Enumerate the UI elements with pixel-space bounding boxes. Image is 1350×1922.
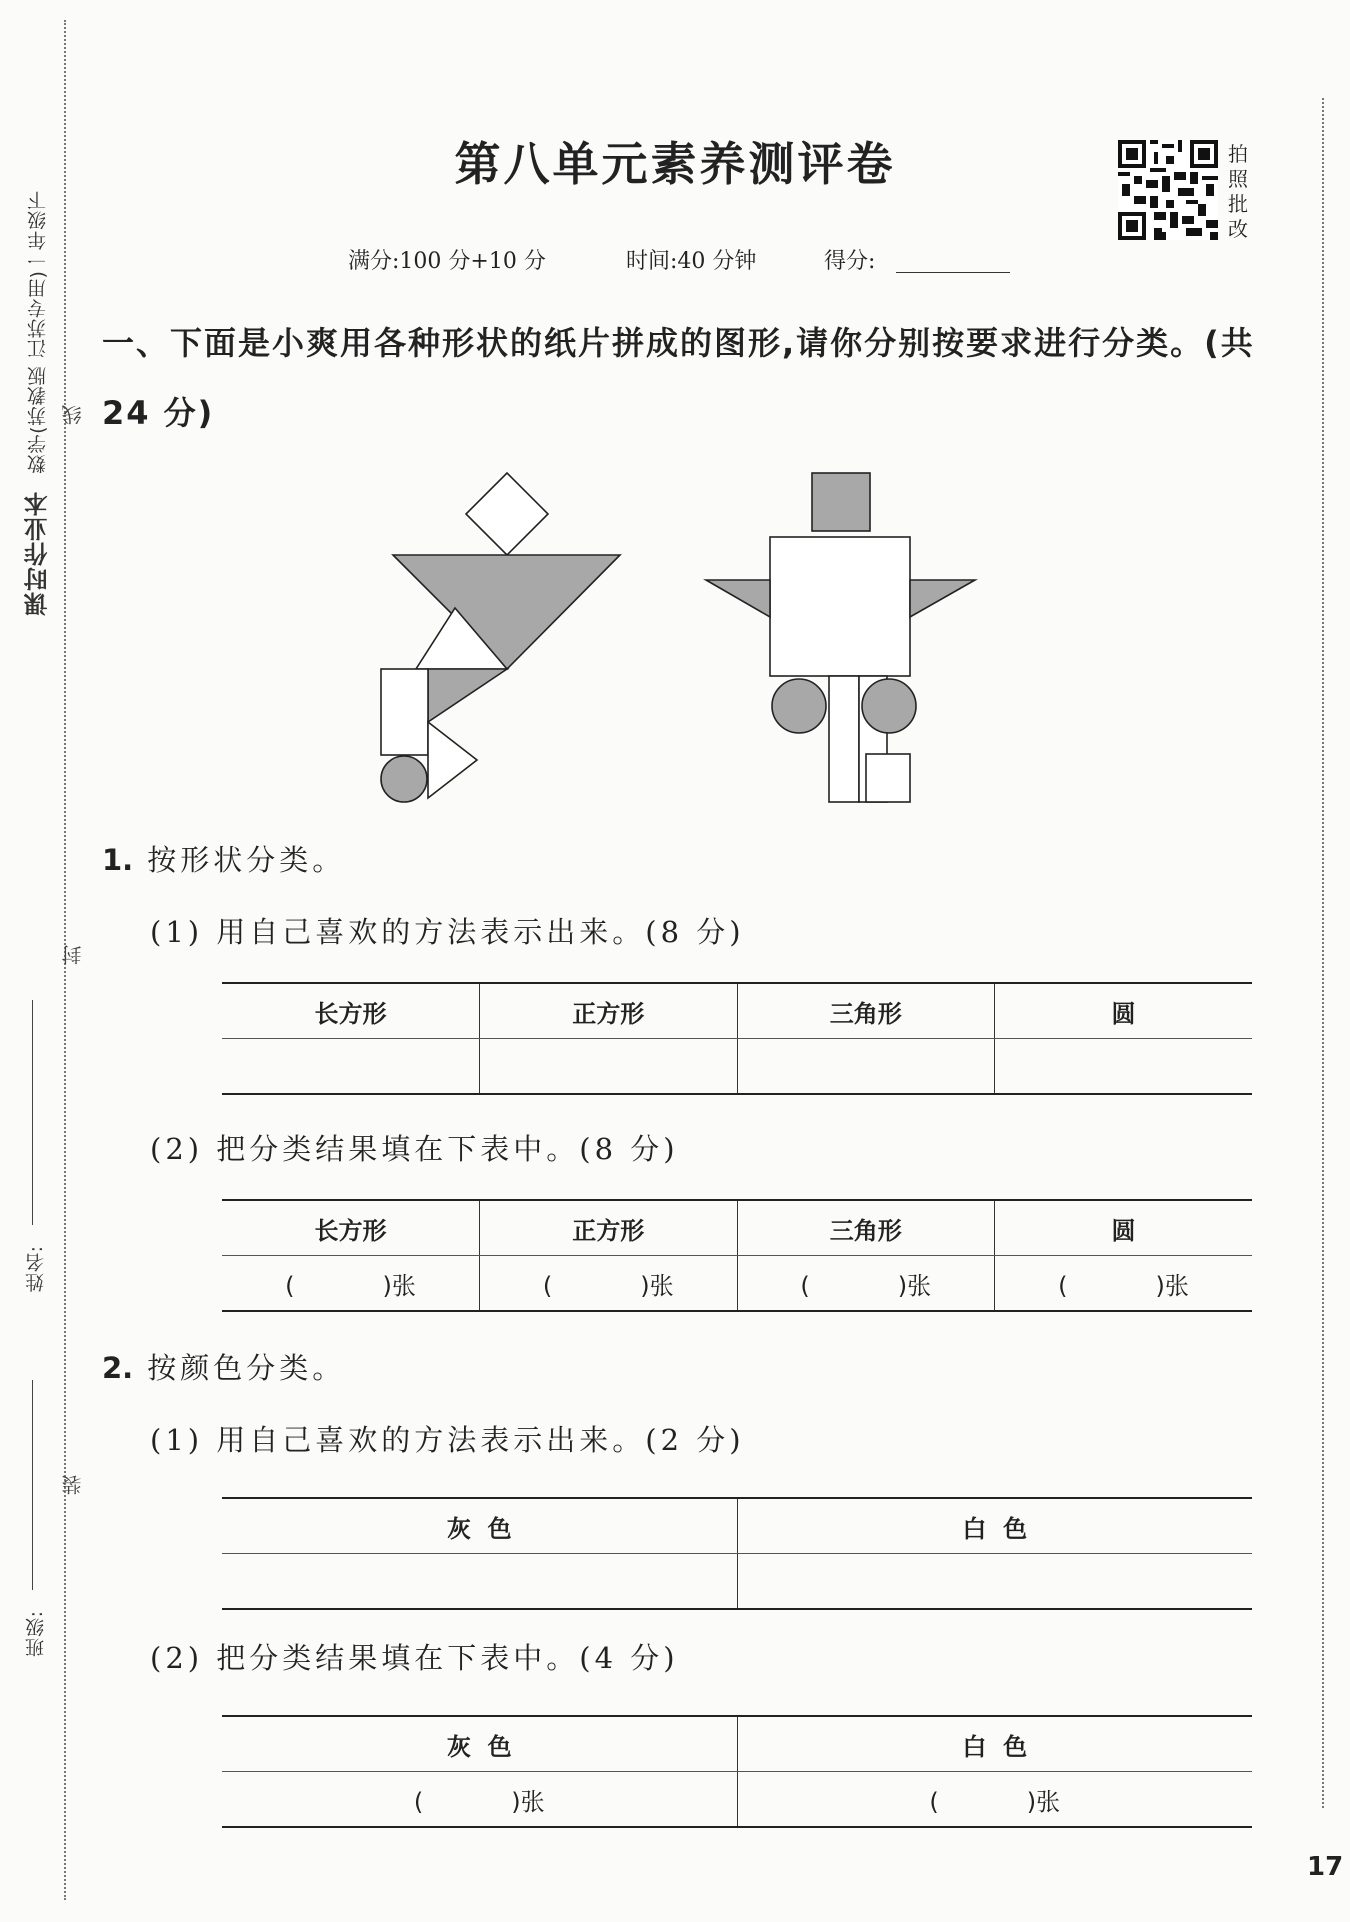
q2-sub1: (1) 用自己喜欢的方法表示出来。(2 分) xyxy=(150,1423,745,1457)
q1t2-count-cell[interactable]: ( )张 xyxy=(480,1256,738,1312)
q2t2-count-cell[interactable]: ( )张 xyxy=(222,1772,737,1828)
q1t1-answer-cell[interactable] xyxy=(222,1039,480,1095)
figure2-left-leg xyxy=(829,676,859,802)
page-number: 17 xyxy=(1307,1852,1344,1882)
sidebar-book-title: 课时作业本 xyxy=(24,490,52,616)
q1t1-answer-cell[interactable] xyxy=(737,1039,995,1095)
score-blank-line[interactable] xyxy=(896,272,1010,273)
figure1-rectangle xyxy=(381,669,428,755)
q2t2-header-white: 白 色 xyxy=(737,1716,1252,1772)
sidebar-edition-text: 数学(苏教版 江苏专用)一年级下 xyxy=(27,190,49,474)
sidebar-mark-bind: 装 xyxy=(61,1475,85,1495)
q1t2-count-cell[interactable]: ( )张 xyxy=(737,1256,995,1312)
q2-table1 xyxy=(222,1497,1252,1610)
q1t1-header-triangle: 三角形 xyxy=(737,983,995,1039)
sidebar-class-line xyxy=(32,1380,33,1590)
q1t1-answer-cell[interactable] xyxy=(995,1039,1253,1095)
page-title: 第八单元素养测评卷 xyxy=(454,137,896,191)
figure2-body-square xyxy=(770,537,910,676)
full-score: 满分:100 分+10 分 xyxy=(348,249,546,274)
figure2-square-head xyxy=(812,473,870,531)
sidebar-name-label: 姓名: xyxy=(25,1245,47,1293)
sidebar-mark-seal: 封 xyxy=(61,945,85,965)
sidebar-mark-line: 线 xyxy=(61,405,85,425)
q1t2-header-rectangle: 长方形 xyxy=(222,1200,480,1256)
q1t2-count-cell[interactable]: ( )张 xyxy=(995,1256,1253,1312)
figure2-left-arm-triangle xyxy=(706,580,770,617)
section1-heading: 一、下面是小爽用各种形状的纸片拼成的图形,请你分别按要求进行分类。(共 24 分) xyxy=(102,324,1255,432)
q2-text: 按颜色分类。 xyxy=(147,1351,346,1385)
right-dotted-line xyxy=(1322,98,1324,1808)
q2t2-header-gray: 灰 色 xyxy=(222,1716,737,1772)
q1t1-header-rectangle: 长方形 xyxy=(222,983,480,1039)
q1t2-header-triangle: 三角形 xyxy=(737,1200,995,1256)
exam-time: 时间:40 分钟 xyxy=(626,249,757,274)
sidebar-name-line xyxy=(32,1000,33,1225)
q2t1-answer-cell[interactable] xyxy=(222,1554,737,1610)
q1-sub2: (2) 把分类结果填在下表中。(8 分) xyxy=(150,1132,679,1166)
q1t2-header-circle: 圆 xyxy=(995,1200,1253,1256)
sidebar-edition xyxy=(20,190,55,616)
q1-table1 xyxy=(222,982,1252,1095)
q1t2-header-square: 正方形 xyxy=(480,1200,738,1256)
q2-sub2: (2) 把分类结果填在下表中。(4 分) xyxy=(150,1641,679,1675)
score-label: 得分: xyxy=(824,249,876,274)
figure2-foot-square xyxy=(866,754,910,802)
qr-code-icon xyxy=(1118,140,1218,240)
q1t1-answer-cell[interactable] xyxy=(480,1039,738,1095)
figure2-right-circle xyxy=(862,679,916,733)
figure1-small-triangle xyxy=(428,722,477,798)
q2t1-header-gray: 灰 色 xyxy=(222,1498,737,1554)
q1-sub1: (1) 用自己喜欢的方法表示出来。(8 分) xyxy=(150,915,745,949)
q2-number: 2. xyxy=(102,1351,134,1385)
figure2-right-arm-triangle xyxy=(910,580,975,617)
q1t1-header-circle: 圆 xyxy=(995,983,1253,1039)
figure1-square-head xyxy=(466,473,548,555)
q1-text: 按形状分类。 xyxy=(147,843,346,877)
sidebar-class-label: 班级: xyxy=(25,1610,47,1658)
q1-number: 1. xyxy=(102,843,134,877)
q2-table2 xyxy=(222,1715,1252,1828)
figure1-circle xyxy=(381,756,427,802)
figure2-left-circle xyxy=(772,679,826,733)
q1-table2 xyxy=(222,1199,1252,1312)
qr-label: 拍照批改 xyxy=(1228,142,1248,241)
q1t1-header-square: 正方形 xyxy=(480,983,738,1039)
shape-figures xyxy=(360,460,1000,820)
figure1-gray-triangle xyxy=(428,669,507,722)
q1t2-count-cell[interactable]: ( )张 xyxy=(222,1256,480,1312)
q1-heading xyxy=(102,838,345,879)
q2-heading xyxy=(102,1346,345,1387)
q2t1-answer-cell[interactable] xyxy=(737,1554,1252,1610)
q2t1-header-white: 白 色 xyxy=(737,1498,1252,1554)
q2t2-count-cell[interactable]: ( )张 xyxy=(737,1772,1252,1828)
